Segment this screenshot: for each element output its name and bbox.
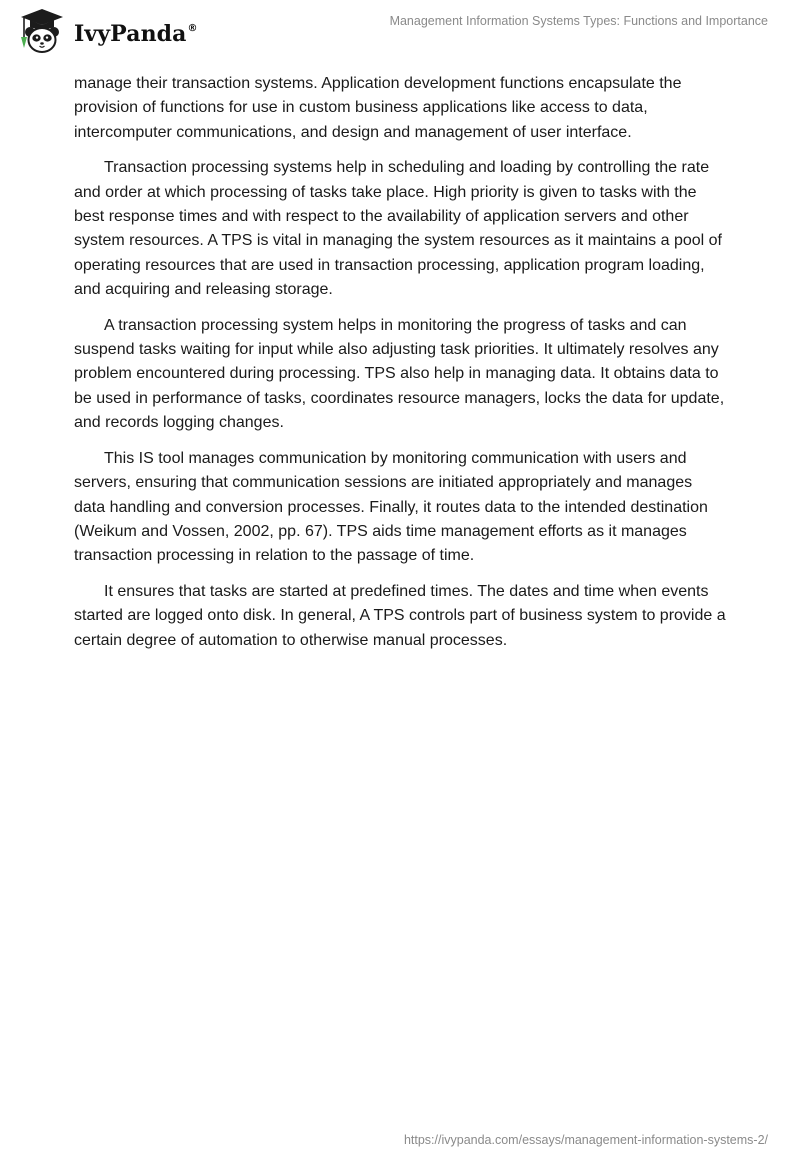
- paragraph: A transaction processing system helps in monitoring the progress of tasks and can suspend tasks waiting for input while also adjusting task priorities. It ultimately resolves any problem encountered during processing. TPS also help in managing data. It obtains data to be used in performance of tasks, coordinates resource managers, locks the data for update, and records logging changes.: [74, 316, 725, 432]
- brand-name: IvyPanda®: [74, 21, 198, 47]
- paragraph: manage their transaction systems. Application development functions encapsulate the provision of functions for use in custom business applications like access to data, intercomputer communications, and design and management of user interface.: [74, 75, 682, 141]
- paragraph: This IS tool manages communication by monitoring communication with users and servers, ensuring that communication sessions are initiated appropriately and manages data handling and conversion processes. Finally, it routes data to the intended destination (Weikum and Vossen, 2002, pp. 67). TPS aids time management efforts as it manages transaction processing in relation to the passage of time.: [74, 449, 708, 565]
- paragraph: Transaction processing systems help in scheduling and loading by controlling the rate and order at which processing of tasks take place. High priority is given to tasks with the best response times and with respect to the availability of application servers and other system resources. A TPS is vital in managing the system resources as it maintains a pool of operating resources that are used in transaction processing, application program loading, and acquiring and releasing storage.: [74, 159, 722, 299]
- registered-mark: ®: [187, 23, 198, 34]
- brand-logo[interactable]: [14, 8, 198, 56]
- document-title: Management Information Systems Types: Functions and Importance: [389, 14, 768, 28]
- page-header: [0, 0, 800, 64]
- source-url[interactable]: https://ivypanda.com/essays/management-information-systems-2/: [403, 1133, 768, 1147]
- panda-graduate-icon: [14, 8, 70, 56]
- paragraph: It ensures that tasks are started at predefined times. The dates and time when events started are logged onto disk. In general, A TPS controls part of business system to provide a certain degree of automation to otherwise manual processes.: [74, 582, 726, 649]
- essay-body: [74, 72, 726, 664]
